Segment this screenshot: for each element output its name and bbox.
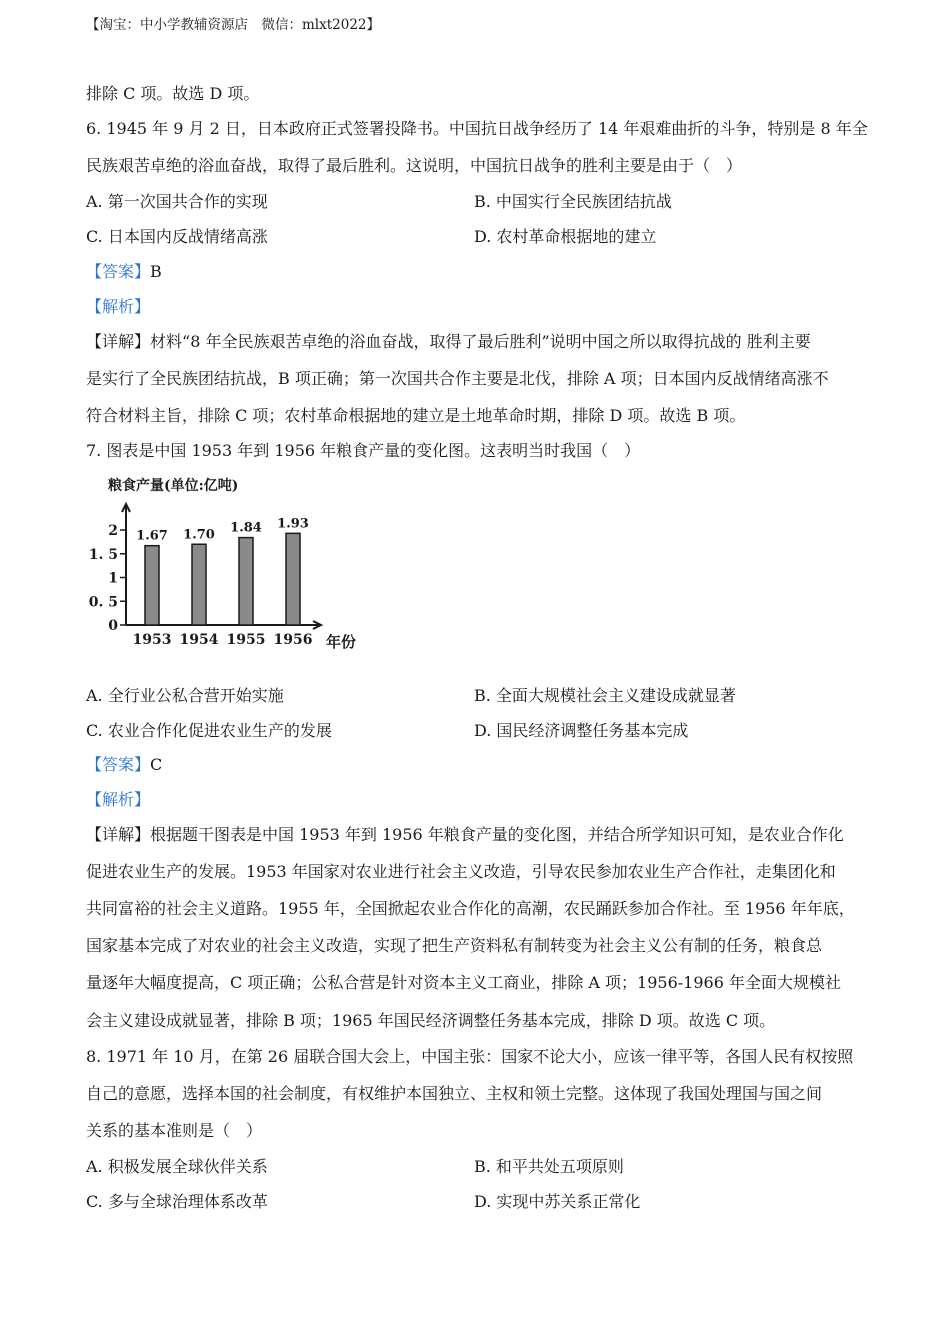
chart-x-tick-label: 1953 — [132, 632, 172, 648]
chart-bar-1954 — [192, 544, 206, 625]
q7-detail-line1: 【详解】根据题干图表是中国 1953 年到 1956 年粮食产量的变化图，并结合所学知识可知，是农业合作化 — [86, 825, 844, 844]
q6-answer-label: 【答案】 — [86, 262, 151, 281]
q7-detail-line4: 国家基本完成了对农业的社会主义改造，实现了把生产资料私有制转变为社会主义公有制的任务，粮食总 — [86, 936, 823, 955]
q8-option-d: D. 实现中苏关系正常化 — [474, 1192, 641, 1211]
chart-x-tick-label: 1956 — [273, 632, 313, 648]
chart-y-tick-label: 0 — [108, 618, 118, 634]
chart-bar-1956 — [286, 533, 300, 625]
q8-option-a: A. 积极发展全球伙伴关系 — [86, 1157, 268, 1176]
q8-option-b: B. 和平共处五项原则 — [474, 1157, 624, 1176]
q5-tail-text: 排除 C 项。故选 D 项。 — [86, 84, 260, 103]
q7-option-c: C. 农业合作化促进农业生产的发展 — [86, 721, 332, 740]
chart-data-label: 1.67 — [136, 528, 168, 544]
q6-detail-label: 【详解】 — [86, 332, 151, 351]
page-header-watermark: 【淘宝：中小学教辅资源店 微信：mlxt2022】 — [86, 17, 381, 33]
chart-x-tick-label: 1955 — [226, 632, 266, 648]
chart-x-tick-labels — [133, 632, 313, 648]
q6-answer — [86, 259, 162, 282]
q7-answer — [86, 752, 162, 775]
chart-bar-1953 — [145, 546, 159, 625]
chart-data-label: 1.93 — [277, 516, 309, 532]
q8-stem-line1: 8. 1971 年 10 月，在第 26 届联合国大会上，中国主张：国家不论大小，应该一律平等，各国人民有权按照 — [86, 1047, 854, 1066]
chart-x-axis-label: 年份 — [326, 633, 357, 651]
chart-bar-1955 — [239, 538, 253, 625]
q6-stem-line1: 6. 1945 年 9 月 2 日，日本政府正式签署投降书。中国抗日战争经历了 14 年艰难曲折的斗争，特别是 8 年全 — [86, 119, 868, 138]
q7-detail-line3: 共同富裕的社会主义道路。1955 年，全国掀起农业合作化的高潮，农民踊跃参加合作社。至 1956 年年底， — [86, 899, 855, 918]
chart-y-tick-label: 2 — [108, 523, 118, 539]
q7-answer-label: 【答案】 — [86, 755, 151, 774]
q7-answer-value: C — [150, 755, 163, 774]
chart-data-label: 1.84 — [230, 520, 262, 536]
q6-option-b: B. 中国实行全民族团结抗战 — [474, 192, 672, 211]
q7-option-d: D. 国民经济调整任务基本完成 — [474, 721, 689, 740]
q6-stem-line2: 民族艰苦卓绝的浴血奋战，取得了最后胜利。这说明，中国抗日战争的胜利主要是由于（ ） — [86, 156, 743, 175]
chart-title: 粮食产量(单位:亿吨) — [108, 478, 239, 494]
q7-stem: 7. 图表是中国 1953 年到 1956 年粮食产量的变化图。这表明当时我国（ ） — [86, 441, 641, 460]
q8-stem-line2: 自己的意愿，选择本国的社会制度，有权维护本国独立、主权和领土完整。这体现了我国处理国与国之间 — [86, 1084, 823, 1103]
q8-option-c: C. 多与全球治理体系改革 — [86, 1192, 268, 1211]
q6-detail-line1: 【详解】材料“8 年全民族艰苦卓绝的浴血奋战，取得了最后胜利”说明中国之所以取得抗战的 胜利主要 — [86, 332, 811, 351]
q6-analysis-label: 【解析】 — [86, 297, 151, 316]
q6-option-a: A. 第一次国共合作的实现 — [86, 192, 268, 211]
chart-y-tick-label: 0. 5 — [88, 594, 118, 611]
q7-analysis-label: 【解析】 — [86, 790, 151, 809]
q6-detail-line2: 是实行了全民族团结抗战，B 项正确；第一次国共合作主要是北伐，排除 A 项；日本国内反战情绪高涨不 — [86, 369, 829, 388]
chart-y-tick-label: 1 — [108, 570, 118, 587]
q6-option-d: D. 农村革命根据地的建立 — [474, 227, 657, 246]
q6-answer-value: B — [150, 262, 162, 281]
chart-data-label: 1.70 — [183, 527, 215, 543]
chart-y-ticks — [89, 523, 126, 634]
q7-detail-label: 【详解】 — [86, 825, 151, 844]
q7-detail-line5: 量逐年大幅度提高，C 项正确；公私合营是针对资本主义工商业，排除 A 项；1956-1966 年全面大规模社 — [86, 973, 841, 992]
grain-output-bar-chart — [86, 472, 386, 657]
chart-bars — [136, 516, 309, 625]
q8-stem-line3: 关系的基本准则是（ ） — [86, 1121, 263, 1140]
chart-y-tick-label: 1. 5 — [88, 546, 118, 563]
q7-detail-line2: 促进农业生产的发展。1953 年国家对农业进行社会主义改造，引导农民参加农业生产合作社，走集团化和 — [86, 862, 836, 881]
q7-detail-line6: 会主义建设成就显著，排除 B 项；1965 年国民经济调整任务基本完成，排除 D 项。故选 C 项。 — [86, 1011, 776, 1030]
q6-detail-line3: 符合材料主旨，排除 C 项；农村革命根据地的建立是土地革命时期，排除 D 项。故选 B 项。 — [86, 406, 746, 425]
q7-option-b: B. 全面大规模社会主义建设成就显著 — [474, 686, 736, 705]
q7-option-a: A. 全行业公私合营开始实施 — [86, 686, 284, 705]
chart-x-tick-label: 1954 — [179, 632, 219, 648]
q6-option-c: C. 日本国内反战情绪高涨 — [86, 227, 268, 246]
